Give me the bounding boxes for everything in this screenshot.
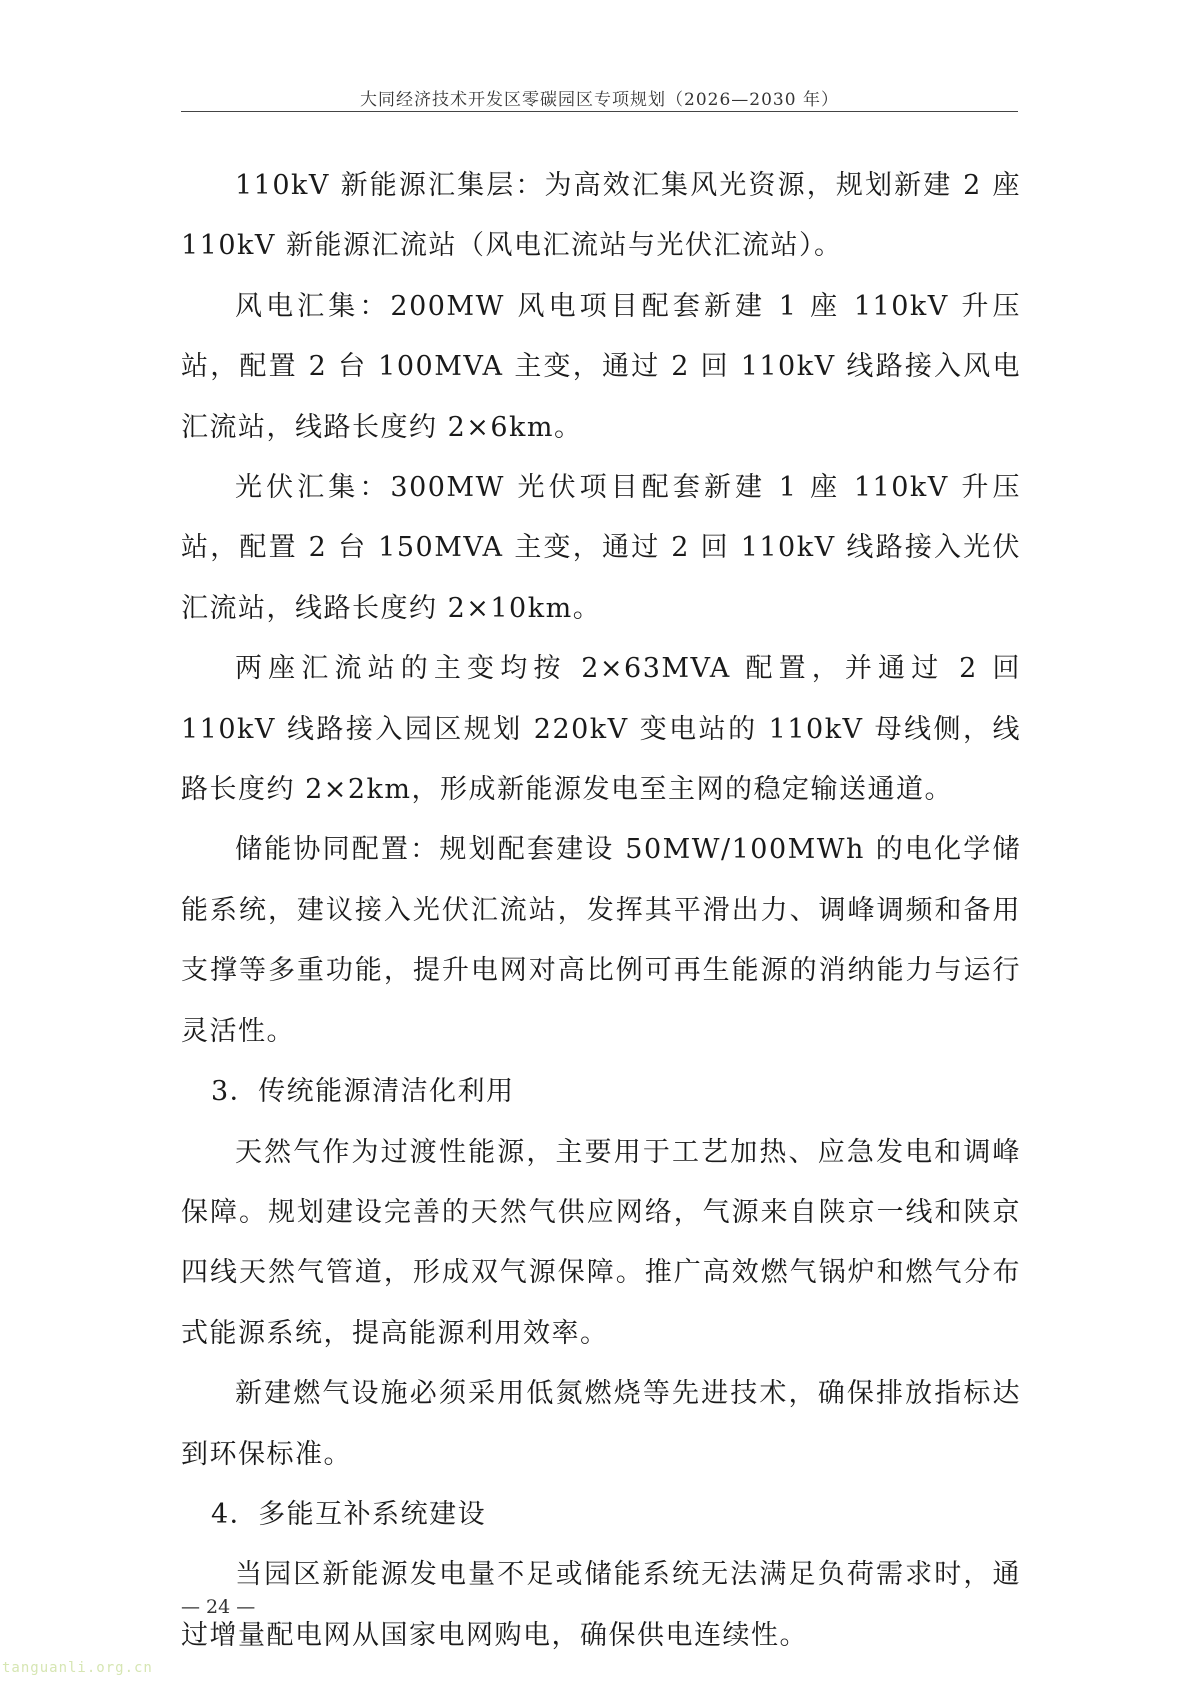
document-body xyxy=(181,156,1021,1666)
paragraph-wind-collection: 风电汇集：200MW 风电项目配套新建 1 座 110kV 升压站，配置 2 台 100MVA 主变，通过 2 回 110kV 线路接入风电汇流站，线路长度约 2×6km。 xyxy=(181,290,1021,443)
page-number: — 24 — xyxy=(181,1596,256,1618)
section-heading-3: 3．传统能源清洁化利用 xyxy=(211,1076,515,1108)
paragraph-110kv-collection-layer: 110kV 新能源汇集层：为高效汇集风光资源，规划新建 2 座 110kV 新能源汇流站（风电汇流站与光伏汇流站）。 xyxy=(181,170,1021,262)
running-header: 大同经济技术开发区零碳园区专项规划（2026—2030 年） xyxy=(360,90,839,110)
paragraph-natural-gas: 天然气作为过渡性能源，主要用于工艺加热、应急发电和调峰保障。规划建设完善的天然气供应网络，气源来自陕京一线和陕京四线天然气管道，形成双气源保障。推广高效燃气锅炉和燃气分布式能源系统，提高能源利用效率。 xyxy=(181,1136,1021,1349)
paragraph-grid-purchase: 当园区新能源发电量不足或储能系统无法满足负荷需求时，通过增量配电网从国家电网购电，确保供电连续性。 xyxy=(181,1559,1021,1651)
section-heading-4: 4．多能互补系统建设 xyxy=(211,1498,487,1530)
paragraph-pv-collection: 光伏汇集：300MW 光伏项目配套新建 1 座 110kV 升压站，配置 2 台 150MVA 主变，通过 2 回 110kV 线路接入光伏汇流站，线路长度约 2×10km。 xyxy=(181,472,1021,624)
paragraph-storage-configuration: 储能协同配置：规划配套建设 50MW/100MWh 的电化学储能系统，建议接入光伏汇流站，发挥其平滑出力、调峰调频和备用支撑等多重功能，提升电网对高比例可再生能源的消纳能力与运行灵活性。 xyxy=(181,834,1021,1047)
paragraph-gas-facilities: 新建燃气设施必须采用低氮燃烧等先进技术，确保排放指标达到环保标准。 xyxy=(181,1378,1021,1470)
header-divider xyxy=(181,111,1018,112)
paragraph-collection-stations: 两座汇流站的主变均按 2×63MVA 配置，并通过 2 回 110kV 线路接入园区规划 220kV 变电站的 110kV 母线侧，线路长度约 2×2km，形成新能源发电至主网的稳定输送通道。 xyxy=(181,653,1021,806)
watermark: tanguanli.org.cn xyxy=(2,1660,153,1676)
